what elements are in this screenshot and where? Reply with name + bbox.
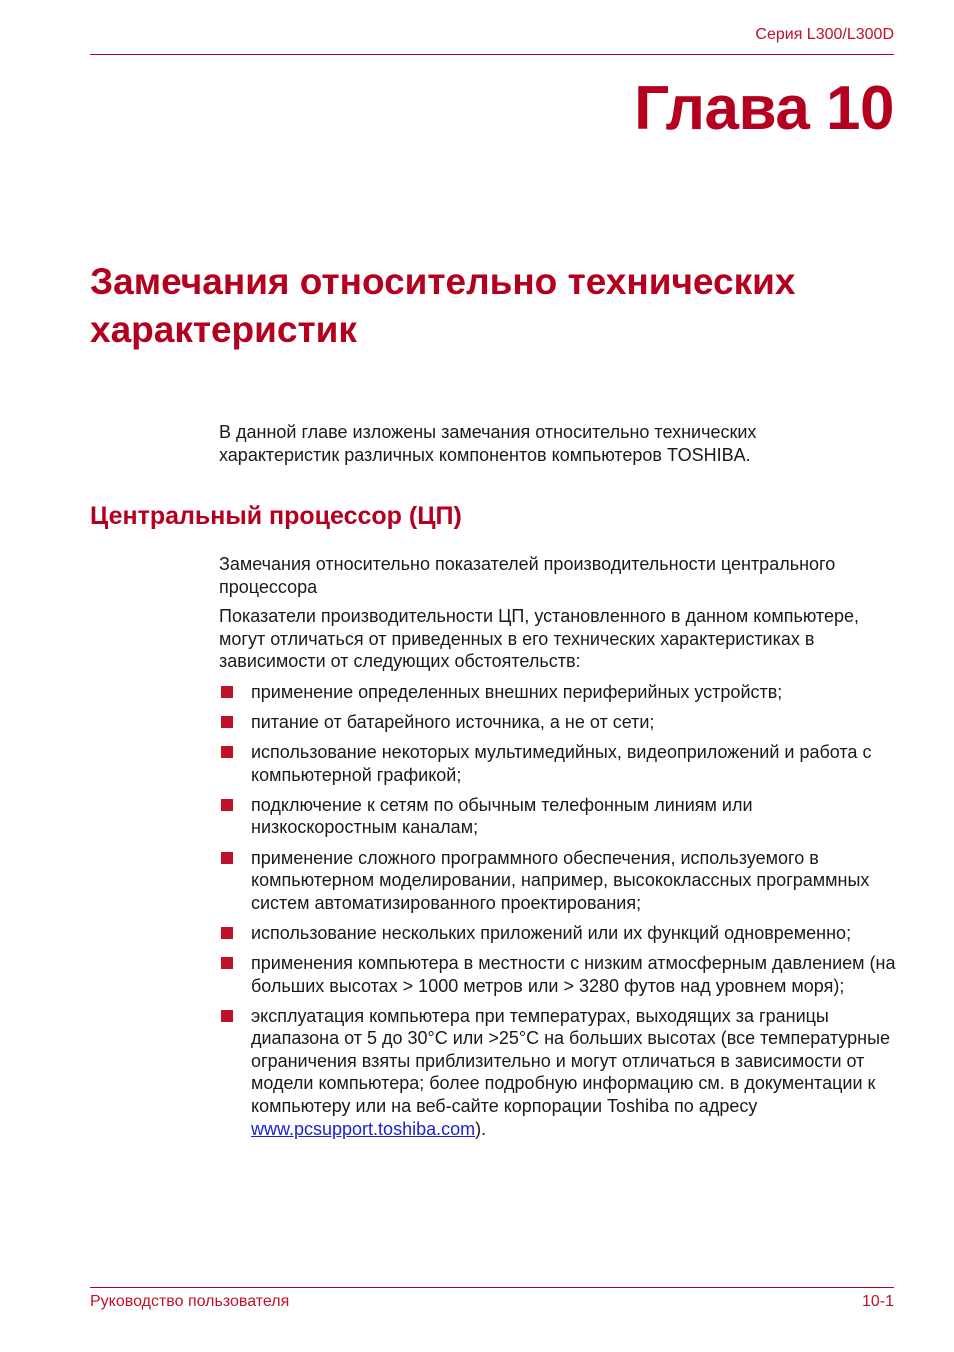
section-heading-cpu: Центральный процессор (ЦП) <box>90 502 462 530</box>
square-bullet-icon <box>221 852 233 864</box>
list-item-text <box>251 1006 890 1139</box>
page-title: Замечания относительно технических характеристик <box>90 261 796 350</box>
notes-title: Замечания относительно показателей производительности центрального процессора <box>219 554 836 597</box>
list-item-text: применения компьютера в местности с низким атмосферным давлением (на больших высотах > 1000 метров или > 3280 футов над уровнем моря); <box>251 952 896 996</box>
square-bullet-icon <box>221 927 233 939</box>
square-bullet-icon <box>221 799 233 811</box>
list-item <box>219 681 899 704</box>
list-item-text: использование нескольких приложений или их функций одновременно; <box>251 922 852 943</box>
list-item-text-main: эксплуатация компьютера при температурах, выходящих за границы диапазона от 5 до 30°C или >25°C на больших высотах (все температурные ограничения взяты приблизительно и могут отличаться в зависимости от модели компьютера; более подробную информацию см. в документации к компьютеру или на веб-сайте корпорации Toshiba по адресу <box>251 1005 891 1116</box>
page-number: 10-1 <box>861 1293 894 1310</box>
list-item-text: питание от батарейного источника, а не от сети; <box>251 712 655 733</box>
notes-lead-paragraph: Показатели производительности ЦП, установленного в данном компьютере, могут отличаться от приведенных в его технических характеристиках в зависимости от следующих обстоятельств: <box>219 606 860 672</box>
list-item <box>219 922 899 945</box>
series-label: Серия L300/L300D <box>755 26 894 43</box>
square-bullet-icon <box>221 957 233 969</box>
list-item <box>219 952 899 997</box>
chapter-number: Глава 10 <box>634 74 894 143</box>
list-item <box>219 794 899 839</box>
square-bullet-icon <box>221 746 233 758</box>
conditions-list <box>219 681 899 1148</box>
footer-manual-title: Руководство пользователя <box>90 1293 290 1310</box>
list-item-text: подключение к сетям по обычным телефонным линиям или низкоскоростным каналам; <box>251 794 753 838</box>
list-item-text: применение сложного программного обеспечения, используемого в компьютерном моделировании, например, высококлассных программных систем автоматизированного проектирования; <box>251 847 870 913</box>
intro-paragraph: В данной главе изложены замечания относительно технических характеристик различных компонентов компьютеров TOSHIBA. <box>219 422 757 465</box>
list-item <box>219 847 899 915</box>
footer-rule <box>90 1287 894 1288</box>
list-item <box>219 741 899 786</box>
square-bullet-icon <box>221 716 233 728</box>
list-item-text-tail: ). <box>475 1118 487 1139</box>
list-item <box>219 711 899 734</box>
list-item-text: применение определенных внешних периферийных устройств; <box>251 682 783 702</box>
square-bullet-icon <box>221 686 233 698</box>
header-rule <box>90 54 894 55</box>
square-bullet-icon <box>221 1010 233 1022</box>
toshiba-support-link[interactable]: www.pcsupport.toshiba.com <box>251 1118 476 1139</box>
list-item-text: использование некоторых мультимедийных, видеоприложений и работа с компьютерной графикой; <box>251 742 872 785</box>
list-item <box>219 1005 899 1141</box>
